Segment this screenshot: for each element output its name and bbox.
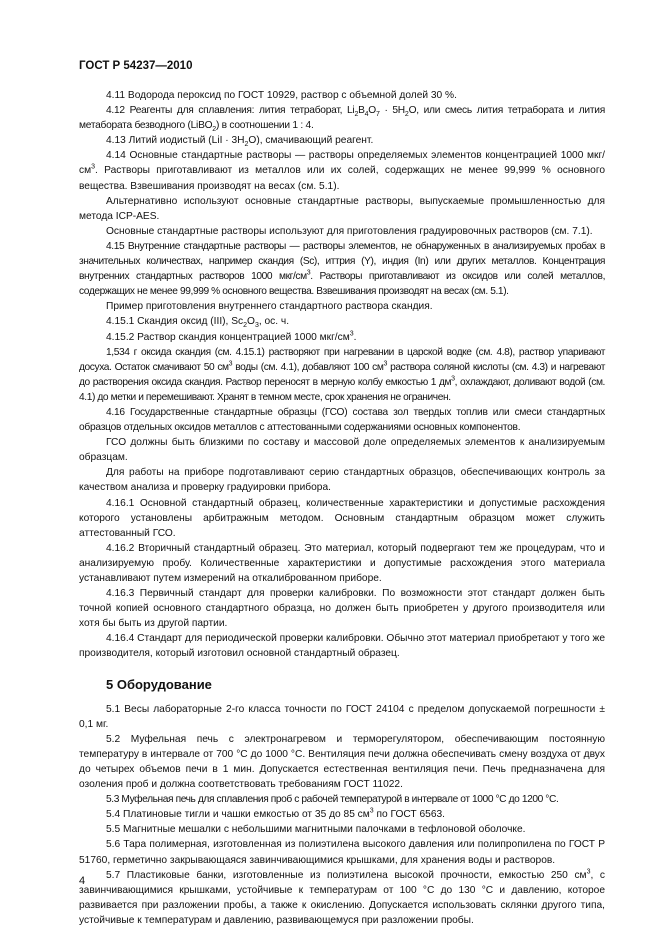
paragraph-4-13: 4.13 Литий иодистый $(LiI \cdot 3H_2O)$, смачивающий реагент.: [106, 135, 374, 149]
paragraph-5-2: 5.2 Муфельная печь с электронагревом и терморегулятором, обеспечивающим постоянную температуру в интервале от 700 °С до 1000 °С. Вентиляция печи должна обеспечивать смену воздуха от двух до четырех объемов печи в 1 мин. Допускается естественная вентиляция печи. Печь предназначена для озоления проб и должна соответствовать требованиям ГОСТ 11022.: [79, 733, 605, 791]
paragraph-4-15-1: 4.15.1 Скандия оксид (III), $Sc_2O_3$, ос. ч.: [106, 316, 290, 330]
paragraph-alternative-solutions: Альтернативно используют основные стандартные растворы, выпускаемые промышленностью для метода ICP-AES.: [79, 195, 605, 222]
paragraph-4-14: 4.14 Основные стандартные растворы — растворы определяемых элементов концентрацией 1000 мкг/$см^3$. Растворы приготавливают из металлов или их солей, содержащих не менее 99,999 % основного вещества. Взвешивания производят на весах (см. 5.1).: [79, 150, 605, 192]
paragraph-4-15: 4.15 Внутренние стандартные растворы — растворы элементов, не обнаруженных в анализируемых пробах в значительных количествах, например скандия (Sc), иттрия (Y), индия (In) или других металлов. Концентрация внутренних стандартных растворов 1000 мкг/$см^3$. Растворы приготавливают из оксидов или солей металлов, содержащих не менее 99,999 % основного вещества. Взвешивания производят на весах (см. 5.1).: [79, 240, 605, 298]
paragraph-main-solutions-usage: Основные стандартные растворы используют для приготовления градуировочных растворов (см. 7.1).: [106, 225, 593, 237]
paragraph-4-16-2: 4.16.2 Вторичный стандартный образец. Это материал, который подвергают тем же процедурам, что и анализируемую пробу. Количественные характеристики и допустимые расхождения этого материала устанавливают путем измерений на откалиброванном приборе.: [79, 542, 605, 584]
document-body: [79, 88, 605, 928]
paragraph-gso-requirements: ГСО должны быть близкими по составу и массовой доле определяемых элементов к анализируемым образцам.: [79, 437, 605, 464]
paragraph-standard-series: Для работы на приборе подготавливают серию стандартных образцов, обеспечивающих контроль за качеством анализа и проверку градуировки прибора.: [79, 467, 605, 494]
paragraph-4-16: 4.16 Государственные стандартные образцы (ГСО) состава зол твердых топлив или смеси стандартных образцов отдельных оксидов металлов с аттестованными содержаниями основных компонентов.: [79, 406, 605, 434]
paragraph-4-11: 4.11 Водорода пероксид по ГОСТ 10929, раствор с объемной долей 30 %.: [106, 90, 457, 101]
document-code-header: ГОСТ Р 54237—2010: [79, 60, 193, 72]
paragraph-5-4: 5.4 Платиновые тигли и чашки емкостью от 35 до 85 $см^3$ по ГОСТ 6563.: [106, 807, 445, 821]
paragraph-5-1: 5.1 Весы лабораторные 2-го класса точности по ГОСТ 24104 с пределом допускаемой погрешности ± 0,1 мг.: [79, 703, 605, 730]
paragraph-4-16-1: 4.16.1 Основной стандартный образец, количественные характеристики и допустимые расхождения которого установлены арбитражным методом. Основным стандартным образцом может служить аттестованный ГСО.: [79, 497, 605, 539]
paragraph-4-16-4: 4.16.4 Стандарт для периодической проверки калибровки. Обычно этот материал приобретают у того же производителя, который изготовил основной стандартный образец.: [79, 633, 605, 660]
paragraph-4-16-3: 4.16.3 Первичный стандарт для проверки калибровки. По возможности этот стандарт должен быть точной копией основного стандартного образца, но должен быть приобретен у другого производителя или хотя бы быть из другой партии.: [79, 588, 605, 630]
paragraph-5-6: 5.6 Тара полимерная, изготовленная из полиэтилена высокого давления или полипропилена по ГОСТ Р 51760, герметично закрывающаяся завинчивающимися крышками, для хранения воды и растворов.: [79, 839, 605, 866]
page-number: 4: [79, 875, 86, 887]
paragraph-scandium-preparation: 1,534 г оксида скандия (см. 4.15.1) растворяют при нагревании в царской водке (см. 4.8), раствор упаривают досуха. Остаток смачивают 50 $см^3$ воды (см. 4.1), добавляют 100 $см^3$ раствора соляной кислоты (см. 4.3) и нагревают до растворения оксида скандия. Раствор переносят в мерную колбу емкостью 1 $дм^3$, охлаждают, доливают водой (см. 4.1) до метки и перемешивают. Хранят в темном месте, срок хранения не ограничен.: [79, 346, 605, 403]
paragraph-4-12: 4.12 Реагенты для сплавления: лития тетраборат, $Li_2B_4O_7 \cdot 5H_2O$, или смесь лития тетрабората и лития метабората безводного (LiBO$_2$) в соотношении 1 : 4.: [79, 105, 605, 134]
paragraph-5-7: 5.7 Пластиковые банки, изготовленные из полиэтилена высокой прочности, емкостью 250 $см^3$, с завинчивающимися крышками, устойчивые к температурам от 100 °С до 130 °С и давлению, которое развивается при разложении пробы, а также к окислению. Допускается использовать склянки другого типа, устойчивые к температурам и давлению, развивающемуся при разложении пробы.: [79, 868, 605, 926]
paragraph-4-15-2: 4.15.2 Раствор скандия концентрацией 1000 мкг/$см^3$.: [106, 330, 357, 343]
paragraph-5-5: 5.5 Магнитные мешалки с небольшими магнитными палочками в тефлоновой оболочке.: [106, 824, 526, 836]
section-5-heading: 5 Оборудование: [106, 676, 212, 692]
paragraph-5-3: 5.3 Муфельная печь для сплавления проб с рабочей температурой в интервале от 1000 °С до 1200 °С.: [106, 794, 559, 806]
paragraph-example-scandium: Пример приготовления внутреннего стандартного раствора скандия.: [106, 301, 433, 313]
